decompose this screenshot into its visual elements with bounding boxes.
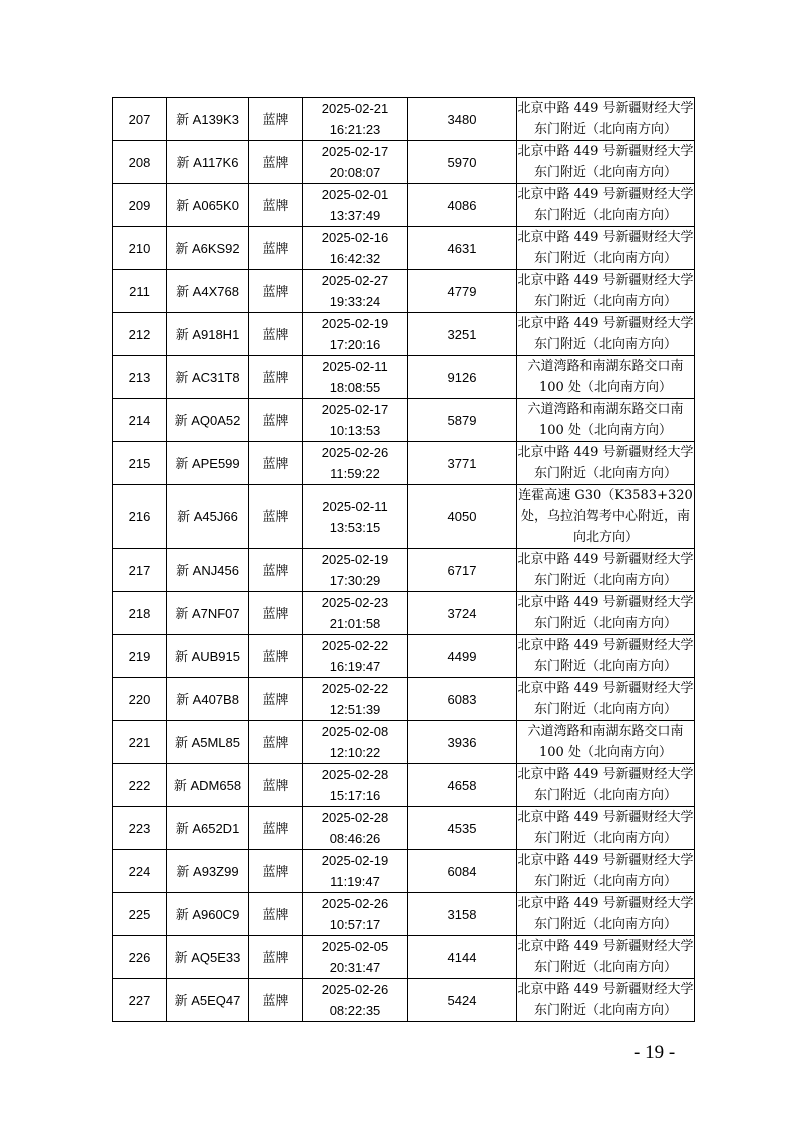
- date-text: 2025-02-19: [321, 853, 389, 868]
- location-line: 北京中路 449 号新疆财经大学: [517, 853, 694, 868]
- location-cell: [517, 313, 695, 356]
- amount-cell: 3724: [408, 592, 517, 635]
- amount-cell: 3936: [408, 721, 517, 764]
- location-line: 100 处（北向南方向）: [539, 423, 672, 438]
- plate-cell: 新 A45J66: [167, 485, 249, 549]
- datetime-cell: [303, 850, 408, 893]
- date-text: 2025-02-26: [321, 445, 389, 460]
- plate-cell: 新 A4X768: [167, 270, 249, 313]
- location-line: 北京中路 449 号新疆财经大学: [517, 552, 694, 567]
- table-row: [113, 184, 695, 227]
- table-row: [113, 227, 695, 270]
- plate-cell: 新 AQ5E33: [167, 936, 249, 979]
- location-cell: [517, 807, 695, 850]
- plate-cell: 新 AQ0A52: [167, 399, 249, 442]
- plate-type-cell: 蓝牌: [249, 850, 303, 893]
- datetime-cell: [303, 141, 408, 184]
- plate-type-cell: 蓝牌: [249, 227, 303, 270]
- plate-cell: 新 AUB915: [167, 635, 249, 678]
- date-text: 2025-02-28: [321, 810, 389, 825]
- table-row: [113, 399, 695, 442]
- page-number: - 19 -: [634, 1042, 676, 1063]
- location-line: 北京中路 449 号新疆财经大学: [517, 273, 694, 288]
- plate-type-cell: 蓝牌: [249, 592, 303, 635]
- table-row: [113, 807, 695, 850]
- datetime-cell: [303, 893, 408, 936]
- location-line: 东门附近（北向南方向）: [533, 960, 677, 975]
- amount-cell: 6083: [408, 678, 517, 721]
- location-line: 东门附近（北向南方向）: [533, 337, 677, 352]
- location-cell: [517, 936, 695, 979]
- datetime-cell: [303, 936, 408, 979]
- seq-cell: 209: [113, 184, 167, 227]
- seq-cell: 210: [113, 227, 167, 270]
- location-line: 六道湾路和南湖东路交口南: [527, 359, 684, 374]
- datetime-cell: [303, 270, 408, 313]
- amount-cell: 5970: [408, 141, 517, 184]
- amount-cell: 9126: [408, 356, 517, 399]
- datetime-cell: [303, 764, 408, 807]
- plate-type-cell: 蓝牌: [249, 98, 303, 141]
- table-row: [113, 979, 695, 1022]
- plate-cell: 新 A065K0: [167, 184, 249, 227]
- seq-cell: 224: [113, 850, 167, 893]
- location-cell: [517, 635, 695, 678]
- datetime-cell: [303, 979, 408, 1022]
- amount-cell: 4144: [408, 936, 517, 979]
- plate-type-cell: 蓝牌: [249, 764, 303, 807]
- seq-cell: 211: [113, 270, 167, 313]
- time-text: 12:10:22: [329, 745, 381, 760]
- location-cell: [517, 979, 695, 1022]
- location-cell: [517, 721, 695, 764]
- time-text: 08:22:35: [329, 1003, 381, 1018]
- location-cell: [517, 549, 695, 592]
- datetime-cell: [303, 635, 408, 678]
- time-text: 08:46:26: [329, 831, 381, 846]
- plate-cell: 新 A6KS92: [167, 227, 249, 270]
- plate-cell: 新 A117K6: [167, 141, 249, 184]
- plate-cell: 新 A407B8: [167, 678, 249, 721]
- location-cell: [517, 678, 695, 721]
- location-cell: [517, 270, 695, 313]
- plate-type-cell: 蓝牌: [249, 270, 303, 313]
- time-text: 10:57:17: [329, 917, 381, 932]
- datetime-cell: [303, 807, 408, 850]
- plate-cell: 新 A918H1: [167, 313, 249, 356]
- plate-cell: 新 APE599: [167, 442, 249, 485]
- datetime-cell: [303, 313, 408, 356]
- location-line: 北京中路 449 号新疆财经大学: [517, 316, 694, 331]
- plate-type-cell: 蓝牌: [249, 678, 303, 721]
- datetime-cell: [303, 98, 408, 141]
- table-row: [113, 98, 695, 141]
- seq-cell: 213: [113, 356, 167, 399]
- location-line: 东门附近（北向南方向）: [533, 251, 677, 266]
- time-text: 12:51:39: [329, 702, 381, 717]
- date-text: 2025-02-19: [321, 552, 389, 567]
- plate-type-cell: 蓝牌: [249, 721, 303, 764]
- plate-type-cell: 蓝牌: [249, 184, 303, 227]
- location-line: 处，乌拉泊驾考中心附近，南: [520, 509, 690, 524]
- plate-cell: 新 ANJ456: [167, 549, 249, 592]
- location-cell: [517, 184, 695, 227]
- plate-type-cell: 蓝牌: [249, 356, 303, 399]
- seq-cell: 219: [113, 635, 167, 678]
- location-line: 东门附近（北向南方向）: [533, 702, 677, 717]
- datetime-cell: [303, 399, 408, 442]
- seq-cell: 225: [113, 893, 167, 936]
- plate-cell: 新 A93Z99: [167, 850, 249, 893]
- table-row: [113, 764, 695, 807]
- time-text: 20:31:47: [329, 960, 381, 975]
- location-line: 北京中路 449 号新疆财经大学: [517, 595, 694, 610]
- plate-cell: 新 AC31T8: [167, 356, 249, 399]
- table-row: [113, 442, 695, 485]
- date-text: 2025-02-05: [321, 939, 389, 954]
- date-text: 2025-02-27: [321, 273, 389, 288]
- amount-cell: 4050: [408, 485, 517, 549]
- table-row: [113, 549, 695, 592]
- location-line: 东门附近（北向南方向）: [533, 573, 677, 588]
- amount-cell: 4779: [408, 270, 517, 313]
- location-cell: [517, 592, 695, 635]
- location-line: 北京中路 449 号新疆财经大学: [517, 187, 694, 202]
- plate-cell: 新 A652D1: [167, 807, 249, 850]
- plate-type-cell: 蓝牌: [249, 936, 303, 979]
- date-text: 2025-02-11: [322, 498, 388, 514]
- plate-type-cell: 蓝牌: [249, 399, 303, 442]
- plate-type-cell: 蓝牌: [249, 442, 303, 485]
- time-text: 16:19:47: [329, 659, 381, 674]
- table-row: [113, 721, 695, 764]
- plate-type-cell: 蓝牌: [249, 893, 303, 936]
- seq-cell: 223: [113, 807, 167, 850]
- location-line: 东门附近（北向南方向）: [533, 788, 677, 803]
- table-row: [113, 485, 695, 549]
- location-line: 东门附近（北向南方向）: [533, 208, 677, 223]
- plate-type-cell: 蓝牌: [249, 807, 303, 850]
- table-row: [113, 850, 695, 893]
- seq-cell: 207: [113, 98, 167, 141]
- location-line: 东门附近（北向南方向）: [533, 616, 677, 631]
- location-cell: [517, 356, 695, 399]
- location-cell: [517, 850, 695, 893]
- table-row: [113, 313, 695, 356]
- location-cell: [517, 442, 695, 485]
- location-line: 北京中路 449 号新疆财经大学: [517, 101, 694, 116]
- plate-cell: 新 A7NF07: [167, 592, 249, 635]
- location-line: 北京中路 449 号新疆财经大学: [517, 638, 694, 653]
- time-text: 20:08:07: [329, 165, 381, 180]
- location-line: 东门附近（北向南方向）: [533, 294, 677, 309]
- seq-cell: 208: [113, 141, 167, 184]
- seq-cell: 221: [113, 721, 167, 764]
- location-line: 北京中路 449 号新疆财经大学: [517, 767, 694, 782]
- time-text: 11:19:47: [330, 874, 380, 889]
- location-line: 100 处（北向南方向）: [539, 745, 672, 760]
- location-line: 北京中路 449 号新疆财经大学: [517, 896, 694, 911]
- violation-records-table: [112, 97, 695, 1022]
- location-cell: [517, 764, 695, 807]
- location-line: 北京中路 449 号新疆财经大学: [517, 230, 694, 245]
- amount-cell: 3771: [408, 442, 517, 485]
- seq-cell: 216: [113, 485, 167, 549]
- amount-cell: 4499: [408, 635, 517, 678]
- date-text: 2025-02-16: [321, 230, 389, 245]
- seq-cell: 222: [113, 764, 167, 807]
- location-line: 北京中路 449 号新疆财经大学: [517, 144, 694, 159]
- location-cell: [517, 141, 695, 184]
- date-text: 2025-02-21: [321, 101, 389, 116]
- location-line: 东门附近（北向南方向）: [533, 831, 677, 846]
- amount-cell: 4535: [408, 807, 517, 850]
- date-text: 2025-02-01: [321, 187, 389, 202]
- records-body: [113, 98, 695, 1022]
- datetime-cell: [303, 549, 408, 592]
- datetime-cell: [303, 184, 408, 227]
- time-text: 11:59:22: [330, 466, 380, 481]
- date-text: 2025-02-19: [321, 316, 389, 331]
- time-text: 19:33:24: [329, 294, 381, 309]
- amount-cell: 3480: [408, 98, 517, 141]
- plate-cell: 新 A960C9: [167, 893, 249, 936]
- time-text: 18:08:55: [329, 380, 381, 395]
- date-text: 2025-02-08: [321, 724, 389, 739]
- time-text: 21:01:58: [329, 616, 381, 631]
- location-line: 东门附近（北向南方向）: [533, 165, 677, 180]
- date-text: 2025-02-17: [321, 402, 389, 417]
- time-text: 17:30:29: [329, 573, 381, 588]
- location-line: 100 处（北向南方向）: [539, 380, 672, 395]
- seq-cell: 226: [113, 936, 167, 979]
- datetime-cell: [303, 485, 408, 549]
- location-line: 北京中路 449 号新疆财经大学: [517, 681, 694, 696]
- time-text: 16:42:32: [329, 251, 381, 266]
- location-line: 东门附近（北向南方向）: [533, 122, 677, 137]
- plate-type-cell: 蓝牌: [249, 485, 303, 549]
- table-row: [113, 356, 695, 399]
- seq-cell: 217: [113, 549, 167, 592]
- time-text: 13:53:15: [329, 519, 381, 535]
- time-text: 15:17:16: [329, 788, 381, 803]
- location-line: 北京中路 449 号新疆财经大学: [517, 982, 694, 997]
- location-line: 连霍高速 G30（K3583+320: [518, 488, 693, 503]
- location-line: 向北方向）: [572, 530, 638, 545]
- seq-cell: 212: [113, 313, 167, 356]
- location-line: 东门附近（北向南方向）: [533, 917, 677, 932]
- seq-cell: 215: [113, 442, 167, 485]
- plate-cell: 新 A5EQ47: [167, 979, 249, 1022]
- plate-type-cell: 蓝牌: [249, 549, 303, 592]
- amount-cell: 3158: [408, 893, 517, 936]
- seq-cell: 220: [113, 678, 167, 721]
- amount-cell: 5879: [408, 399, 517, 442]
- plate-type-cell: 蓝牌: [249, 635, 303, 678]
- location-cell: [517, 98, 695, 141]
- plate-type-cell: 蓝牌: [249, 141, 303, 184]
- location-line: 六道湾路和南湖东路交口南: [527, 402, 684, 417]
- time-text: 13:37:49: [329, 208, 381, 223]
- table-row: [113, 678, 695, 721]
- table-row: [113, 893, 695, 936]
- date-text: 2025-02-22: [321, 681, 389, 696]
- amount-cell: 3251: [408, 313, 517, 356]
- seq-cell: 214: [113, 399, 167, 442]
- date-text: 2025-02-11: [322, 359, 388, 374]
- table-row: [113, 592, 695, 635]
- date-text: 2025-02-26: [321, 896, 389, 911]
- location-line: 北京中路 449 号新疆财经大学: [517, 810, 694, 825]
- seq-cell: 227: [113, 979, 167, 1022]
- table-row: [113, 141, 695, 184]
- amount-cell: 4086: [408, 184, 517, 227]
- datetime-cell: [303, 678, 408, 721]
- location-cell: [517, 399, 695, 442]
- location-line: 东门附近（北向南方向）: [533, 1003, 677, 1018]
- datetime-cell: [303, 442, 408, 485]
- date-text: 2025-02-28: [321, 767, 389, 782]
- time-text: 16:21:23: [329, 122, 381, 137]
- plate-type-cell: 蓝牌: [249, 313, 303, 356]
- amount-cell: 4658: [408, 764, 517, 807]
- time-text: 10:13:53: [329, 423, 381, 438]
- amount-cell: 6084: [408, 850, 517, 893]
- seq-cell: 218: [113, 592, 167, 635]
- date-text: 2025-02-23: [321, 595, 389, 610]
- location-line: 六道湾路和南湖东路交口南: [527, 724, 684, 739]
- plate-cell: 新 ADM658: [167, 764, 249, 807]
- datetime-cell: [303, 721, 408, 764]
- location-line: 东门附近（北向南方向）: [533, 659, 677, 674]
- datetime-cell: [303, 227, 408, 270]
- location-cell: [517, 893, 695, 936]
- time-text: 17:20:16: [329, 337, 381, 352]
- plate-cell: 新 A139K3: [167, 98, 249, 141]
- location-cell: [517, 485, 695, 549]
- datetime-cell: [303, 356, 408, 399]
- location-line: 东门附近（北向南方向）: [533, 466, 677, 481]
- date-text: 2025-02-17: [321, 144, 389, 159]
- plate-type-cell: 蓝牌: [249, 979, 303, 1022]
- table-row: [113, 270, 695, 313]
- date-text: 2025-02-22: [321, 638, 389, 653]
- amount-cell: 5424: [408, 979, 517, 1022]
- table-row: [113, 936, 695, 979]
- location-line: 东门附近（北向南方向）: [533, 874, 677, 889]
- location-line: 北京中路 449 号新疆财经大学: [517, 445, 694, 460]
- datetime-cell: [303, 592, 408, 635]
- amount-cell: 6717: [408, 549, 517, 592]
- table-row: [113, 635, 695, 678]
- plate-cell: 新 A5ML85: [167, 721, 249, 764]
- location-cell: [517, 227, 695, 270]
- date-text: 2025-02-26: [321, 982, 389, 997]
- location-line: 北京中路 449 号新疆财经大学: [517, 939, 694, 954]
- amount-cell: 4631: [408, 227, 517, 270]
